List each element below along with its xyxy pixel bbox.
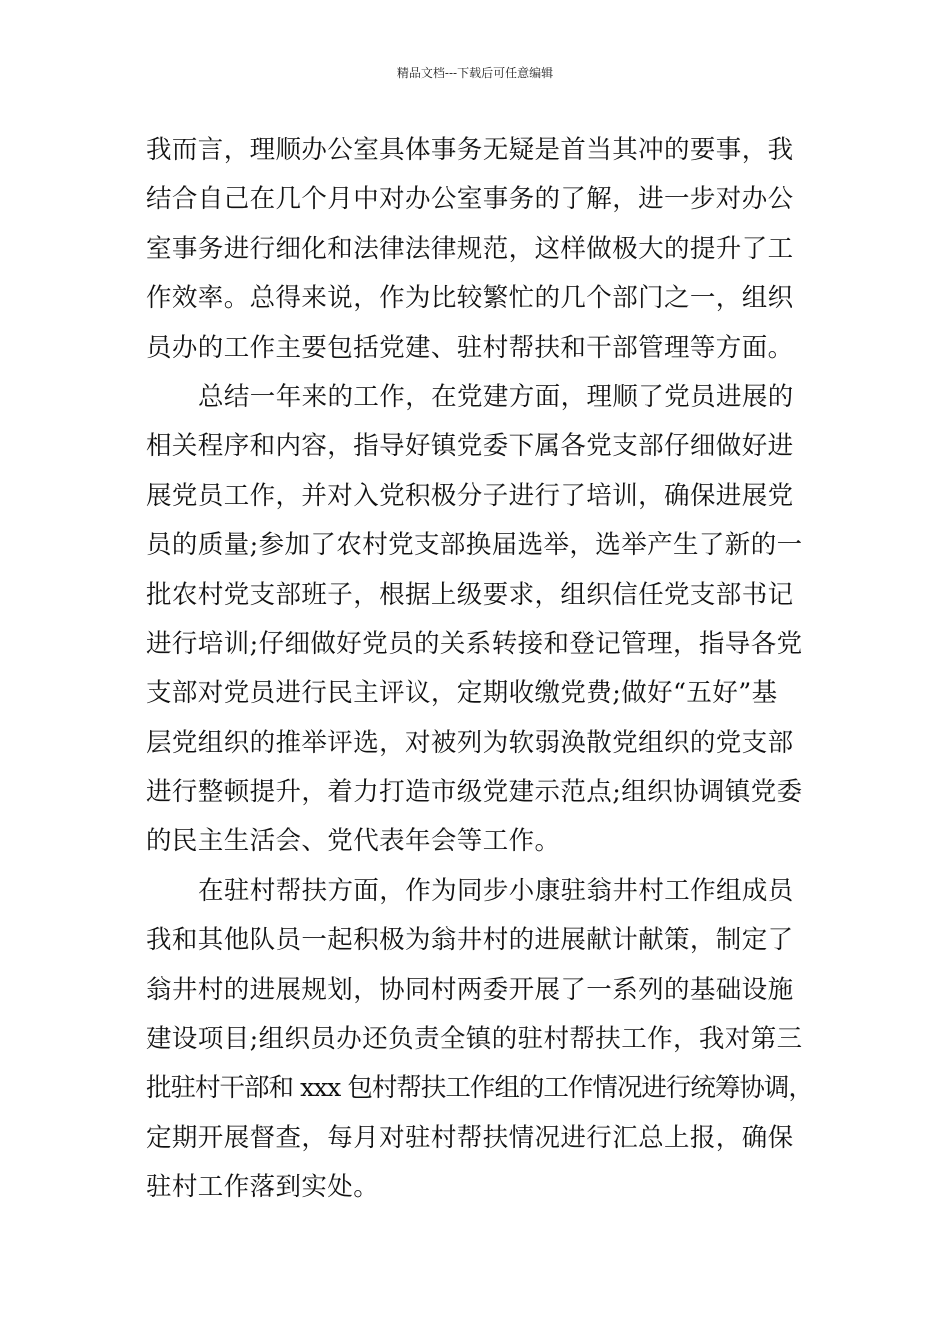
text-line: 总结一年来的工作，在党建方面，理顺了党员进展的 [198,381,794,412]
text-line: 进行整顿提升，着力打造市级党建示范点;组织协调镇党委 [146,777,803,808]
text-line: 员办的工作主要包括党建、驻村帮扶和干部管理等方面。 [146,332,794,363]
text-line: 批驻村干部和 xxx 包村帮扶工作组的工作情况进行统筹协调， [146,1073,813,1104]
text-line: 支部对党员进行民主评议，定期收缴党费;做好“五好”基 [146,678,778,709]
text-line: 我和其他队员一起积极为翁井村的进展献计献策，制定了 [146,925,794,956]
body-text [146,126,814,1213]
text-line: 定期开展督查，每月对驻村帮扶情况进行汇总上报，确保 [146,1122,794,1153]
text-line: 建设项目;组织员办还负责全镇的驻村帮扶工作，我对第三 [146,1024,803,1055]
page-header: 精品文档---下载后可任意编辑 [396,66,554,80]
text-line: 翁井村的进展规划，协同村两委开展了一系列的基础设施 [146,974,794,1005]
text-line: 批农村党支部班子，根据上级要求，组织信任党支部书记 [146,579,794,610]
text-line: 进行培训;仔细做好党员的关系转接和登记管理，指导各党 [146,628,803,659]
text-line: 作效率。总得来说，作为比较繁忙的几个部门之一，组织 [146,283,794,314]
text-line: 员的质量;参加了农村党支部换届选举，选举产生了新的一 [146,530,803,561]
text-line: 层党组织的推举评选，对被列为软弱涣散党组织的党支部 [146,727,794,758]
text-line: 相关程序和内容，指导好镇党委下属各党支部仔细做好进 [146,431,794,462]
text-line: 展党员工作，并对入党积极分子进行了培训，确保进展党 [146,480,794,511]
text-line: 我而言，理顺办公室具体事务无疑是首当其冲的要事，我 [146,135,794,165]
text-line: 结合自己在几个月中对办公室事务的了解，进一步对办公 [146,184,794,215]
text-line: 在驻村帮扶方面，作为同步小康驻翁井村工作组成员 [198,875,794,906]
text-line: 的民主生活会、党代表年会等工作。 [146,826,561,857]
text-line: 驻村工作落到实处。 [146,1172,380,1203]
text-line: 室事务进行细化和法律法律规范，这样做极大的提升了工 [146,233,794,264]
